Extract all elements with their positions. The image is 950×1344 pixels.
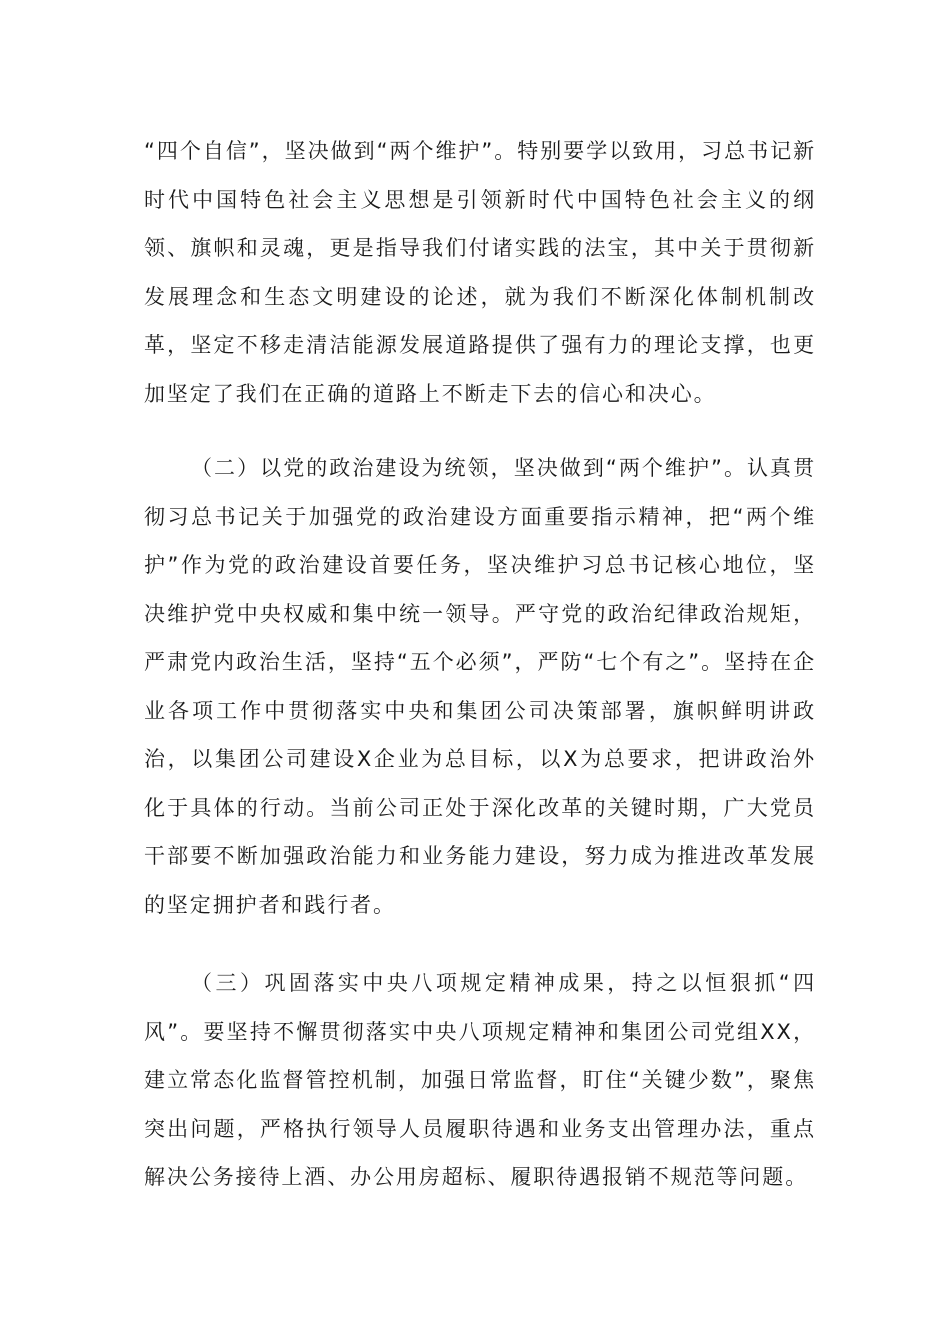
paragraph-section-two: （二）以党的政治建设为统领，坚决做到“两个维护”。认真贯彻习总书记关于加强党的政治建设方面重要指示精神，把“两个维护”作为党的政治建设首要任务，坚决维护习总书记核心地位，坚决维护党中央权威和集中统一领导。严守党的政治纪律政治规矩，严肃党内政治生活，坚持“五个必须”，严防“七个有之”。坚持在企业各项工作中贯彻落实中央和集团公司决策部署，旗帜鲜明讲政治，以集团公司建设X企业为总目标，以X为总要求，把讲政治外化于具体的行动。当前公司正处于深化改革的关键时期，广大党员干部要不断加强政治能力和业务能力建设，努力成为推进改革发展的坚定拥护者和践行者。 (144, 456, 816, 917)
paragraph-continuation: “四个自信”，坚决做到“两个维护”。特别要学以致用，习总书记新时代中国特色社会主义思想是引领新时代中国特色社会主义的纲领、旗帜和灵魂，更是指导我们付诸实践的法宝，其中关于贯彻新发展理念和生态文明建设的论述，就为我们不断深化体制机制改革，坚定不移走清洁能源发展道路提供了强有力的理论支撑，也更加坚定了我们在正确的道路上不断走下去的信心和决心。 (144, 139, 816, 406)
paragraph-section-three: （三）巩固落实中央八项规定精神成果，持之以恒狠抓“四风”。要坚持不懈贯彻落实中央八项规定精神和集团公司党组XX，建立常态化监督管控机制，加强日常监督，盯住“关键少数”，聚焦突出问题，严格执行领导人员履职待遇和业务支出管理办法，重点解决公务接待上酒、办公用房超标、履职待遇报销不规范等问题。 (144, 971, 816, 1189)
